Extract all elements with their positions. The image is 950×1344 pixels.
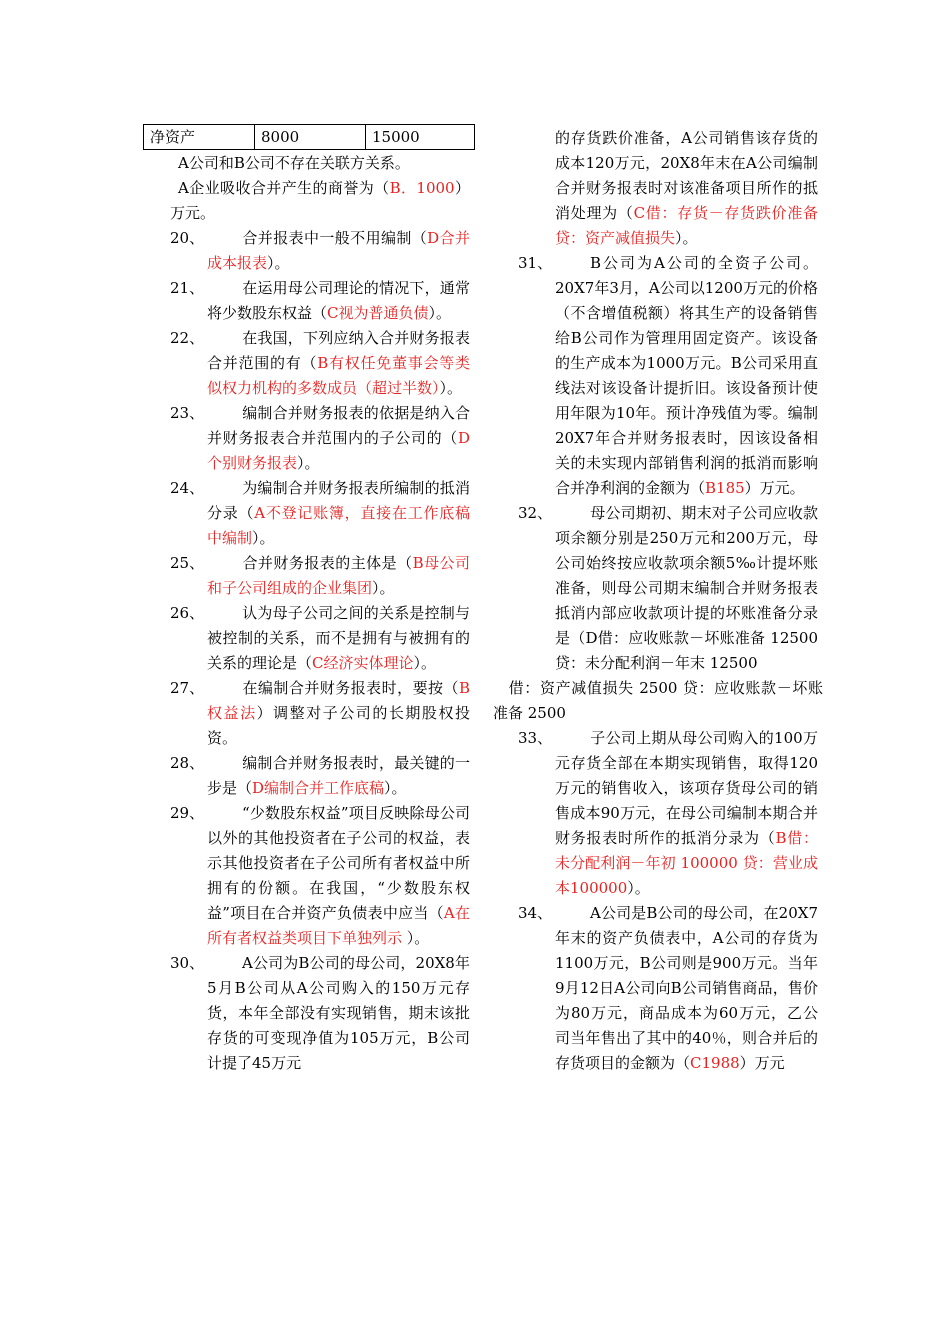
- question-text: 编制合并财务报表时，最关键的一步是（: [207, 754, 470, 797]
- answer-entry: 借：资产减值损失 2500 贷：应收账款－坏账准备 2500: [493, 679, 823, 722]
- question-tail: ）。: [372, 579, 395, 597]
- answer-text: D合并成本报表: [207, 229, 470, 272]
- question-text: 在编制合并财务报表时，要按（: [242, 679, 459, 697]
- answer-text: B有权任免董事会等类似权力机构的多数成员（超过半数）: [207, 354, 470, 397]
- question-continuation: [518, 126, 818, 251]
- question-tail: ）。: [428, 304, 452, 322]
- question-number: 24、: [170, 479, 205, 497]
- answer-entry-line: [493, 676, 823, 726]
- question-tail: ）万元。: [170, 179, 470, 222]
- question-number: 32、: [518, 504, 553, 522]
- answer-text: B权益法: [207, 679, 470, 722]
- question-item: [170, 226, 470, 276]
- question-item: [170, 276, 470, 326]
- question-text: 认为母子公司之间的关系是控制与被控制的关系，而不是拥有与被拥有的关系的理论是（: [207, 604, 470, 672]
- answer-text: B借：未分配利润－年初 100000 贷：营业成本100000: [555, 829, 818, 897]
- question-tail: ）。: [627, 879, 650, 897]
- question-number: 29、: [170, 804, 205, 822]
- question-tail: ）万元: [739, 1054, 785, 1072]
- question-item: [170, 551, 470, 601]
- question-text: A公司是B公司的母公司，在20X7年末的资产负债表中，A公司的存货为1100万元，B公司则是900万元。当年9月12日A公司向B公司销售商品，售价为80万元，商品成本为60万元，乙公司当年售出了其中的40％，则合并后的存货项目的金额为（: [555, 904, 818, 1072]
- question-number: 23、: [170, 404, 205, 422]
- question-text: A企业吸收合并产生的商誉为（: [178, 179, 390, 197]
- question-item: [170, 476, 470, 551]
- answer-text: C借：存货－存货跌价准备 贷：资产减值损失: [555, 204, 818, 247]
- question-tail: ）。: [439, 379, 463, 397]
- left-column: [170, 151, 470, 1076]
- question-item: [518, 251, 818, 501]
- question-text: A公司为B公司的母公司，20X8年5月B公司从A公司购入的150万元存货，本年全部没有实现销售，期末该批存货的可变现净值为105万元，B公司计提了45万元: [207, 954, 470, 1072]
- intro-text: A公司和B公司不存在关联方关系。: [178, 154, 410, 172]
- question-number: 27、: [170, 679, 205, 697]
- question-tail: ）。: [384, 779, 407, 797]
- question-item: [518, 726, 818, 901]
- answer-text: B．1000: [389, 179, 455, 197]
- question-number: 31、: [518, 254, 553, 272]
- question-number: 25、: [170, 554, 205, 572]
- question-tail: ）调整对子公司的长期股权投资。: [207, 704, 470, 747]
- table-row: [144, 125, 475, 150]
- answer-text: C视为普通负债: [327, 304, 429, 322]
- question-text: 合并财务报表的主体是（: [242, 554, 413, 572]
- answer-text: A不登记账簿，直接在工作底稿中编制: [207, 504, 470, 547]
- question-text: B公司为A公司的全资子公司。20X7年3月，A公司以1200万元的价格（不含增值税额）将其生产的设备销售给B公司作为管理用固定资产。该设备的生产成本为1000万元。B公司采用直线法对该设备计提折旧。该设备预计使用年限为10年。预计净残值为零。编制20X7年合并财务报表时，因该设备相关的未实现内部销售利润的抵消而影响合并净利润的金额为（: [555, 254, 818, 497]
- answer-text: C经济实体理论: [312, 654, 414, 672]
- question-number: 30、: [170, 954, 205, 972]
- question-item: [518, 501, 818, 676]
- question-tail: ）。: [675, 229, 698, 247]
- question-number: 21、: [170, 279, 205, 297]
- answer-text: B185: [705, 479, 745, 497]
- question-item: [170, 401, 470, 476]
- question-tail: ）。: [267, 254, 290, 272]
- question-tail: ）。: [252, 529, 275, 547]
- question-number: 22、: [170, 329, 205, 347]
- question-item: [170, 801, 470, 951]
- table-cell: 净资产: [144, 125, 255, 150]
- question-goodwill: [170, 176, 470, 226]
- intro-line: [170, 151, 470, 176]
- question-item: [170, 326, 470, 401]
- net-assets-table: [143, 124, 475, 150]
- question-item: [170, 951, 470, 1076]
- question-text: 子公司上期从母公司购入的100万元存货全部在本期实现销售，取得120万元的销售收入，该项存货母公司的销售成本90万元，在母公司编制本期合并财务报表时所作的抵消分录为（: [555, 729, 818, 847]
- question-text: 的存货跌价准备，A公司销售该存货的成本120万元，20X8年末在A公司编制合并财务报表时对该准备项目所作的抵消处理为（: [555, 129, 818, 222]
- question-tail: ）。: [402, 929, 430, 947]
- question-text: 编制合并财务报表的依据是纳入合并财务报表合并范围内的子公司的（: [207, 404, 470, 447]
- question-number: 34、: [518, 904, 553, 922]
- right-column: [493, 126, 823, 1076]
- question-number: 20、: [170, 229, 205, 247]
- question-text: “少数股东权益”项目反映除母公司以外的其他投资者在子公司的权益，表示其他投资者在子公司所有者权益中所拥有的份额。在我国，“少数股东权益”项目在合并资产负债表中应当（: [207, 804, 470, 922]
- answer-text: D编制合并工作底稿: [252, 779, 385, 797]
- table-cell: 15000: [366, 125, 475, 150]
- question-tail: ）。: [413, 654, 437, 672]
- answer-text: C1988: [690, 1054, 740, 1072]
- question-text: 母公司期初、期末对子公司应收款项余额分别是250万元和200万元，母公司始终按应收款项余额5‰计提坏账准备，则母公司期末编制合并财务报表抵消内部应收款项计提的坏账准备分录是（D借：应收账款－坏账准备 12500 贷：未分配利润－年末 12500: [555, 504, 818, 672]
- table-cell: 8000: [255, 125, 366, 150]
- question-number: 33、: [518, 729, 553, 747]
- question-item: [170, 676, 470, 751]
- answer-text: D个别财务报表: [207, 429, 470, 472]
- question-text: 在我国，下列应纳入合并财务报表合并范围的有（: [207, 329, 470, 372]
- question-item: [170, 751, 470, 801]
- question-tail: ）。: [297, 454, 320, 472]
- question-item: [518, 901, 818, 1076]
- answer-text: B母公司和子公司组成的企业集团: [207, 554, 470, 597]
- question-tail: ）万元。: [744, 479, 805, 497]
- question-item: [170, 601, 470, 676]
- question-number: 26、: [170, 604, 205, 622]
- question-text: 在运用母公司理论的情况下，通常将少数股东权益（: [207, 279, 470, 322]
- question-text: 为编制合并财务报表所编制的抵消分录（: [207, 479, 470, 522]
- answer-text: A在所有者权益类项目下单独列示: [207, 904, 470, 947]
- question-number: 28、: [170, 754, 205, 772]
- question-text: 合并报表中一般不用编制（: [242, 229, 428, 247]
